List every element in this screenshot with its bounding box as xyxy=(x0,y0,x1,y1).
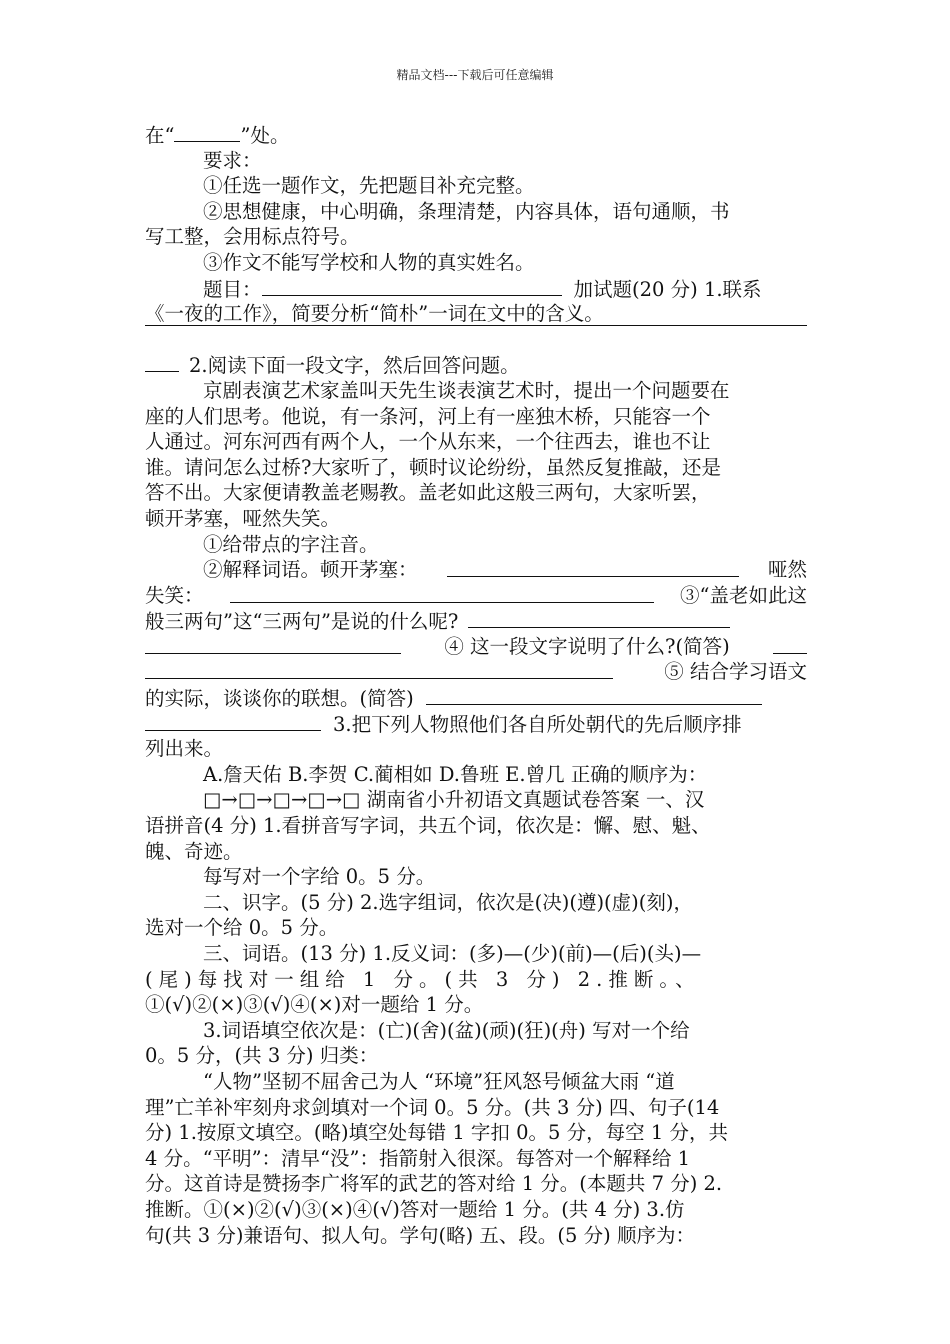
text-line xyxy=(145,608,807,634)
text-line xyxy=(145,711,807,737)
text-line: (尾)每找对一组给 1 分。(共 3 分) 2.推断。、 xyxy=(145,967,701,991)
blank-underline xyxy=(230,583,654,603)
text-line: 分) 1.按原文填空。(略)填空处每错 1 字扣 0。5 分，每空 1 分，共 xyxy=(145,1121,728,1145)
text-line: A.詹天佑 B.李贺 C.蔺相如 D.鲁班 E.曾几 正确的顺序为： xyxy=(203,762,708,786)
page-header: 精品文档---下载后可任意编辑 xyxy=(396,68,554,82)
blank-underline xyxy=(447,557,739,577)
text-segment: ③“盖老如此这 xyxy=(680,583,807,607)
text-line: 三、词语。(13 分) 1.反义词：(多)—(少)(前)—(后)(头)— xyxy=(203,942,702,965)
text-line: 顿开茅塞，哑然失笑。 xyxy=(145,506,341,530)
text-line: 理”亡羊补牢刻舟求剑填对一个词 0。5 分。(共 3 分) 四、句子(14 xyxy=(145,1095,720,1119)
text-line: ②思想健康，中心明确，条理清楚，内容具体，语句通顺，书 xyxy=(203,199,730,223)
text-segment: 失笑： xyxy=(145,583,204,607)
text-line xyxy=(145,557,807,583)
text-line: 语拼音(4 分) 1.看拼音写字词，共五个词，依次是：懈、慰、魁、 xyxy=(145,814,711,838)
text-segment: 的实际，谈谈你的联想。(简答) xyxy=(145,687,414,711)
text-segment: ④ 这一段文字说明了什么?(简答) xyxy=(444,634,730,658)
text-line: 写工整，会用标点符号。 xyxy=(145,225,360,249)
text-line: 推断。①(×)②(√)③(×)④(√)答对一题给 1 分。(共 4 分) 3.仿 xyxy=(145,1197,685,1221)
document-body xyxy=(145,122,807,1248)
text-line: ③作文不能写学校和人物的真实姓名。 xyxy=(203,250,535,274)
text-line xyxy=(145,685,807,711)
text-line: “人物”坚韧不屈舍己为人 “环境”狂风怒号倾盆大雨 “道 xyxy=(203,1069,675,1093)
text-line xyxy=(145,583,807,609)
text-segment: 般三两句”这“三两句”是说的什么呢? xyxy=(145,610,459,634)
text-line: 句(共 3 分)兼语句、拟人句。学句(略) 五、段。(5 分) 顺序为： xyxy=(145,1223,695,1247)
blank-underline xyxy=(426,685,762,705)
blank-underline xyxy=(468,608,730,628)
text-segment: 加试题(20 分) 1.联系 xyxy=(573,277,762,301)
blank-underline xyxy=(145,659,613,679)
text-line: 魄、奇迹。 xyxy=(145,839,243,863)
text-segment: ⑤ 结合学习语文 xyxy=(664,660,807,684)
order-boxes: □→□→□→□→□ xyxy=(203,788,361,812)
blank-underline xyxy=(145,352,179,372)
text-segment: 哑然 xyxy=(767,558,807,582)
text-line: 答不出。大家便请教盖老赐教。盖老如此这般三两句，大家听罢， xyxy=(145,481,711,505)
text-line: 4 分。“平明”：清早“没”：指箭射入很深。每答对一个解释给 1 xyxy=(145,1146,691,1170)
blank-underline xyxy=(145,315,807,326)
text-line: ①任选一题作文，先把题目补充完整。 xyxy=(203,174,535,198)
text-line: 人通过。河东河西有两个人，一个从东来，一个往西去，谁也不让 xyxy=(145,430,711,454)
blank-underline xyxy=(773,634,807,654)
text-line: 座的人们思考。他说，有一条河，河上有一座独木桥，只能容一个 xyxy=(145,404,711,428)
text-line xyxy=(145,352,807,378)
text-line xyxy=(145,122,807,148)
text-line: 分。这首诗是赞扬李广将军的武艺的答对给 1 分。(本题共 7 分) 2. xyxy=(145,1172,723,1196)
text-line: 谁。请问怎么过桥?大家听了，顿时议论纷纷，虽然反复推敲，还是 xyxy=(145,455,721,479)
blank-underline xyxy=(174,122,240,142)
text-line: ①给带点的字注音。 xyxy=(203,532,379,556)
text-line: 0。5 分，(共 3 分) 归类： xyxy=(145,1044,379,1068)
blank-underline xyxy=(262,276,562,296)
text-line: 3.词语填空依次是：(亡)(舍)(盆)(顽)(狂)(舟) 写对一个给 xyxy=(203,1018,690,1042)
text-line xyxy=(145,634,807,660)
blank-underline xyxy=(145,634,401,654)
text-line: ①(√)②(×)③(√)④(×)对一题给 1 分。 xyxy=(145,993,484,1017)
text-segment: 2.阅读下面一段文字，然后回答问题。 xyxy=(189,354,520,378)
text-segment: ②解释词语。顿开茅塞： xyxy=(203,558,418,582)
text-segment: 题目： xyxy=(203,277,262,301)
text-segment: 在“ xyxy=(145,124,175,147)
text-line: 要求： xyxy=(203,148,262,172)
text-line xyxy=(145,659,807,685)
text-segment: 3.把下列人物照他们各自所处朝代的先后顺序排 xyxy=(333,712,742,736)
text-line: 选对一个给 0。5 分。 xyxy=(145,916,339,940)
text-line: 《一夜的工作》，简要分析“简朴”一词在文中的含义。 xyxy=(145,302,604,326)
text-line: 二、识字。(5 分) 2.选字组词，依次是(决)(遵)(虚)(刻)， xyxy=(203,890,693,914)
text-line: 列出来。 xyxy=(145,737,224,761)
text-line: 每写对一个字给 0。5 分。 xyxy=(203,865,436,889)
text-line xyxy=(145,276,807,302)
text-segment: ”处。 xyxy=(240,124,290,147)
text-segment: 湖南省小升初语文真题试卷答案 一、汉 xyxy=(366,788,705,812)
blank-line xyxy=(145,327,807,353)
blank-underline xyxy=(145,711,321,731)
text-line: 京剧表演艺术家盖叫天先生谈表演艺术时，提出一个问题要在 xyxy=(203,378,730,402)
text-line xyxy=(145,787,807,813)
